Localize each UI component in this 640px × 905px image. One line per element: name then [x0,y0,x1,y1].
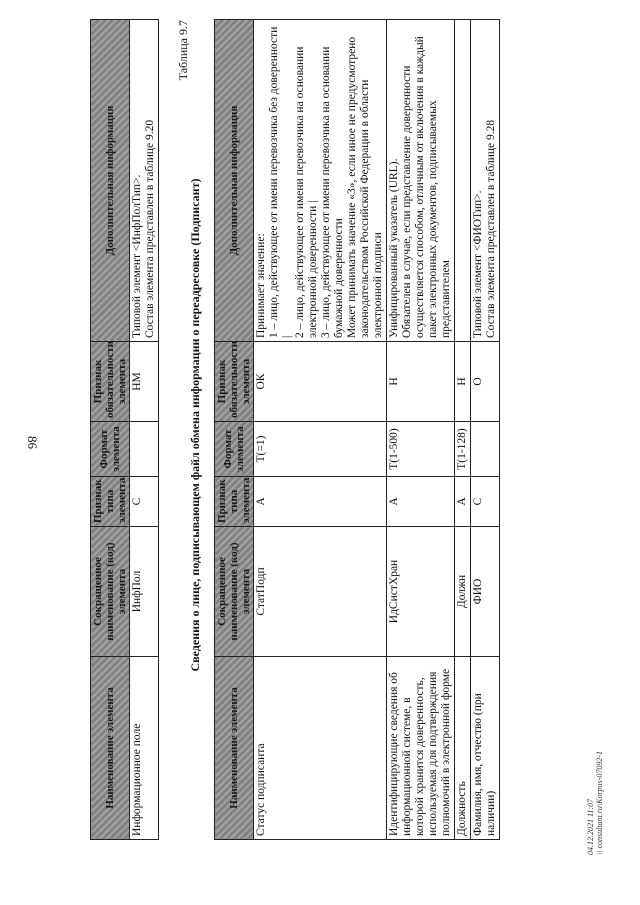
cell-code: ИнфПол [130,527,159,657]
info-line: Может принимать значение «3», если иное не предусмотрено законодательством Российской Федерации в области электронной подписи [346,36,384,338]
header-info: Дополнительная информация [215,20,254,342]
table-label: Таблица 9.7 [176,20,190,81]
header-type: Признак типа элемента [91,477,130,527]
cell-name: Информационное поле [130,657,159,840]
footer-line: \\ consultant.ru\Korpus-07092-1 [595,750,604,855]
signer-table-body [254,20,500,840]
cell-info [455,20,471,342]
cell-format: Т(1-128) [455,422,471,477]
cell-code: ФИО [471,527,500,657]
cell-type: А [387,477,455,527]
header-type: Признак типа элемента [215,477,254,527]
cell-type: А [455,477,471,527]
cell-code: Должн [455,527,471,657]
cell-format [471,422,500,477]
header-format: Формат элемента [91,422,130,477]
table-header-row [91,20,130,840]
info-line: Состав элемента представлен в таблице 9.20 [144,119,156,338]
footer-line: 04.12.2021 11:07 [586,798,595,855]
info-line: Унифицированный указатель (URL). [388,158,400,338]
cell-required: Н [455,342,471,422]
table-row [130,20,159,840]
header-info: Дополнительная информация [91,20,130,342]
cell-info [130,20,159,342]
signer-table [214,19,500,840]
table-row [254,20,387,840]
cell-format: Т(=1) [254,422,387,477]
footer-stamp [586,751,604,855]
cell-type: С [471,477,500,527]
header-required: Признак обязательности элемента [91,342,130,422]
cell-info [471,20,500,342]
info-line: Обязателен в случае, если представление доверенности осуществляется способом, отличным от включения в каждый пакет электронных документов, подписываемых представителем [401,36,452,338]
info-line: Типовой элемент <ИнфПолТип>. [131,174,143,338]
cell-format: Т(1-500) [387,422,455,477]
header-name: Наименование элемента [91,657,130,840]
info-line: 3 – лицо, действующее от имени перевозчика на основании бумажной доверенности [320,46,345,338]
header-name: Наименование элемента [215,657,254,840]
cell-required: Н [387,342,455,422]
cell-code: СтатПодп [254,527,387,657]
info-line: Типовой элемент <ФИОТип>. [472,190,484,338]
table-row [387,20,455,840]
cell-name: Должность [455,657,471,840]
cell-info [387,20,455,342]
cell-required: НМ [130,342,159,422]
info-line: Принимает значение: [255,233,267,338]
cell-name: Статус подписанта [254,657,387,840]
header-code: Сокращенное наименование (код) элемента [91,527,130,657]
table-continuation [90,19,159,840]
header-format: Формат элемента [215,422,254,477]
cell-name: Фамилия, имя, отчество (при наличии) [471,657,500,840]
cell-code: ИдСистХран [387,527,455,657]
cell-type: С [130,477,159,527]
page-number: 86 [25,436,40,449]
table-row [471,20,500,840]
cell-type: А [254,477,387,527]
rotated-page [70,0,630,865]
header-required: Признак обязательности элемента [215,342,254,422]
cell-required: ОК [254,342,387,422]
cell-info [254,20,387,342]
cell-format [130,422,159,477]
table-row [455,20,471,840]
info-line: Состав элемента представлен в таблице 9.28 [485,119,497,338]
cell-name: Идентифицирующие сведения об информационной системе, в которой хранится доверенность, используемая для подтверждения полномочий в электронной форме [387,657,455,840]
info-line: 1 – лицо, действующее от имени перевозчика без доверенности | [268,26,293,338]
table-title: Сведения о лице, подписывающем файл обмена информации о переадресовке (Подписант) [188,178,202,672]
header-code: Сокращенное наименование (код) элемента [215,527,254,657]
table-header-row [215,20,254,840]
info-line: 2 – лицо, действующее от имени перевозчика на основании электронной доверенности | [294,46,319,338]
cell-required: О [471,342,500,422]
